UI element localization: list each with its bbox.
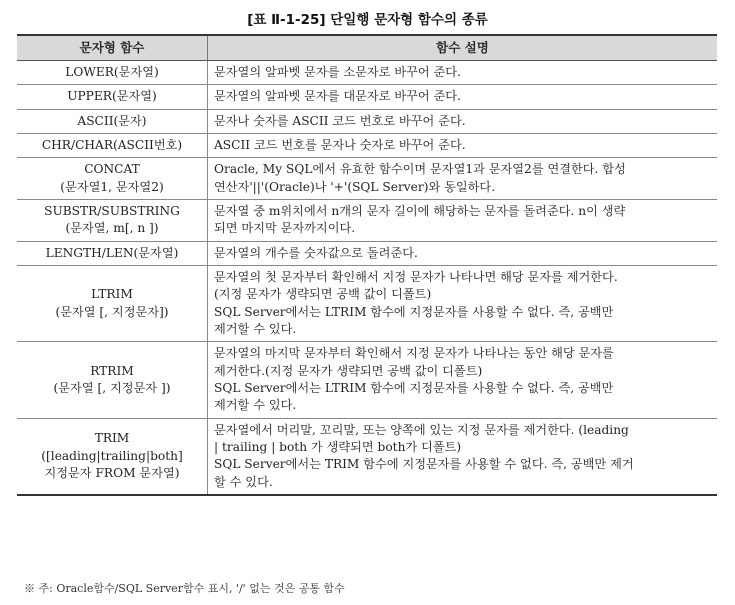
function-cell: [17, 342, 208, 418]
function-cell: [17, 241, 208, 265]
function-line: UPPER(문자열): [67, 89, 157, 104]
header-function: 문자형 함수: [17, 35, 208, 61]
description-line: SQL Server에서는 LTRIM 함수에 지정문자를 사용할 수 없다. 즉, 공백만: [214, 304, 614, 319]
function-line: LENGTH/LEN(문자열): [45, 245, 179, 260]
function-cell: [17, 61, 208, 85]
table-body: [17, 61, 717, 495]
function-line: 지정문자 FROM 문자열): [44, 465, 180, 480]
function-cell: [17, 199, 208, 241]
description-line: SQL Server에서는 LTRIM 함수에 지정문자를 사용할 수 없다. 즉, 공백만: [214, 380, 614, 395]
description-cell: [208, 418, 718, 495]
description-cell: [208, 241, 718, 265]
table-row: [17, 85, 717, 109]
description-cell: [208, 265, 718, 341]
table-row: [17, 265, 717, 341]
function-line: (문자열, m[, n ]): [65, 221, 159, 236]
description-line: 제거할 수 있다.: [214, 398, 297, 413]
description-line: | trailing | both 가 생략되면 both가 디폴트): [214, 439, 462, 454]
description-cell: [208, 85, 718, 109]
header-row: [17, 35, 717, 61]
table-row: [17, 133, 717, 157]
description-line: 할 수 있다.: [214, 474, 273, 489]
description-line: 문자열의 알파벳 문자를 소문자로 바꾸어 준다.: [214, 65, 461, 79]
table-row: [17, 241, 717, 265]
description-line: ASCII 코드 번호를 문자나 숫자로 바꾸어 준다.: [214, 137, 466, 152]
description-line: 문자열의 첫 문자부터 확인해서 지정 문자가 나타나면 해당 문자를 제거한다.: [214, 269, 618, 284]
function-line: CHR/CHAR(ASCII번호): [41, 137, 183, 152]
table-title: [표 Ⅱ-1-25] 단일행 문자형 함수의 종류: [247, 12, 488, 28]
function-cell: [17, 85, 208, 109]
description-line: 제거할 수 있다.: [214, 321, 297, 336]
header-description: 함수 설명: [208, 35, 718, 61]
table-row: [17, 158, 717, 200]
description-line: 문자열에서 머리말, 꼬리말, 또는 양쪽에 있는 지정 문자를 제거한다. (leading: [214, 422, 629, 437]
function-line: LOWER(문자열): [65, 65, 159, 79]
description-cell: [208, 342, 718, 418]
table-row: [17, 342, 717, 418]
function-line: RTRIM: [90, 363, 134, 378]
description-line: 문자열 중 m위치에서 n개의 문자 길이에 해당하는 문자를 돌려준다. n이 생략: [214, 203, 626, 218]
function-cell: [17, 418, 208, 495]
function-line: ([leading|trailing|both]: [41, 448, 183, 463]
description-line: 제거한다.(지정 문자가 생략되면 공백 값이 디폴트): [214, 363, 483, 378]
function-line: SUBSTR/SUBSTRING: [44, 203, 180, 218]
description-line: 문자열의 알파벳 문자를 대문자로 바꾸어 준다.: [214, 89, 461, 104]
footnote: ※ 주: Oracle함수/SQL Server함수 표시, '/' 없는 것은 공통 함수: [24, 582, 345, 595]
description-line: 문자나 숫자를 ASCII 코드 번호로 바꾸어 준다.: [214, 113, 466, 128]
table-row: [17, 199, 717, 241]
description-line: (지정 문자가 생략되면 공백 값이 디폴트): [214, 287, 432, 302]
function-cell: [17, 133, 208, 157]
description-cell: [208, 61, 718, 85]
function-line: TRIM: [94, 431, 130, 446]
description-line: 문자열의 개수를 숫자값으로 돌려준다.: [214, 245, 418, 260]
description-cell: [208, 158, 718, 200]
description-cell: [208, 133, 718, 157]
description-line: SQL Server에서는 TRIM 함수에 지정문자를 사용할 수 없다. 즉, 공백만 제거: [214, 457, 634, 472]
function-line: CONCAT: [84, 162, 140, 177]
function-line: ASCII(문자): [77, 113, 147, 128]
description-line: 연산자'||'(Oracle)나 '+'(SQL Server)와 동일하다.: [214, 179, 496, 194]
table-row: [17, 61, 717, 85]
table-row: [17, 109, 717, 133]
function-line: (문자열 [, 지정문자 ]): [53, 380, 171, 395]
description-cell: [208, 109, 718, 133]
function-cell: [17, 158, 208, 200]
function-line: LTRIM: [91, 287, 133, 302]
description-line: 문자열의 마지막 문자부터 확인해서 지정 문자가 나타나는 동안 해당 문자를: [214, 346, 614, 361]
function-cell: [17, 109, 208, 133]
table-row: [17, 418, 717, 495]
function-line: (문자열 [, 지정문자]): [55, 304, 169, 319]
function-line: (문자열1, 문자열2): [60, 179, 164, 194]
description-line: Oracle, My SQL에서 유효한 함수이며 문자열1과 문자열2를 연결한다. 합성: [214, 162, 626, 177]
function-cell: [17, 265, 208, 341]
string-function-table: [17, 34, 717, 496]
description-line: 되면 마지막 문자까지이다.: [214, 221, 356, 236]
description-cell: [208, 199, 718, 241]
